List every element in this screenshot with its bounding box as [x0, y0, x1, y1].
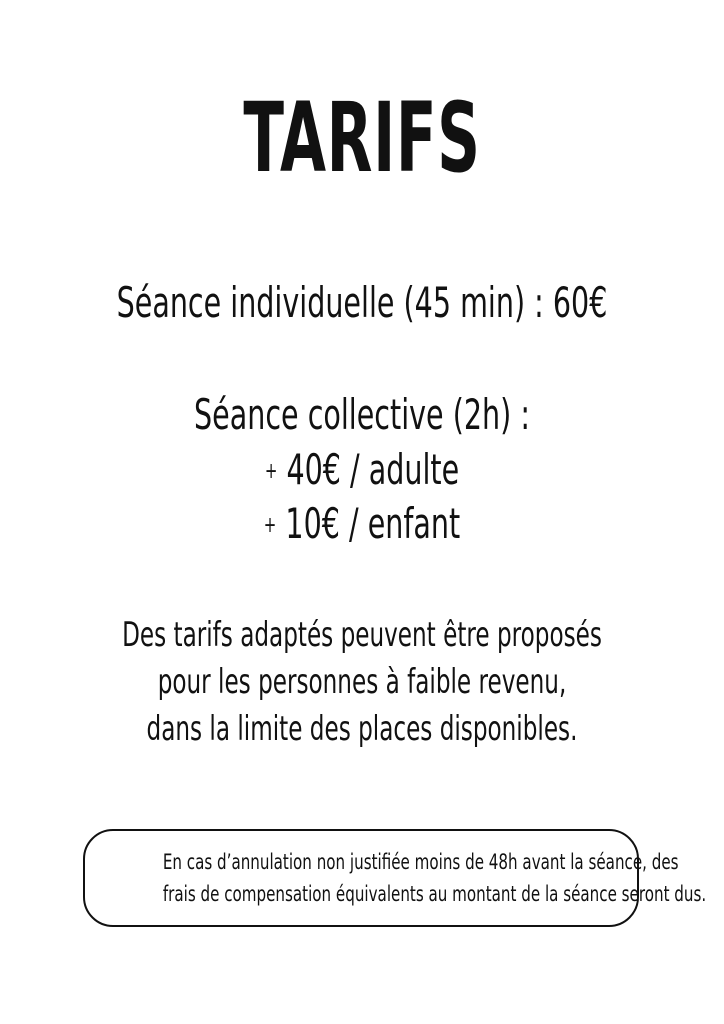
adult-price-item: [116, 444, 608, 498]
cancellation-notice-box: [83, 829, 707, 927]
adult-price-text: 40€ / adulte: [277, 445, 460, 494]
cancellation-notice-line-2: frais de compensation équivalents au montant de la séance seront dus.: [162, 882, 707, 906]
plus-sign: +: [263, 513, 277, 538]
child-price-item: [116, 498, 608, 552]
adapted-rates-line-3: dans la limite des places disponibles.: [146, 709, 578, 749]
page-title: TARIFS: [243, 82, 481, 194]
adapted-rates-line-2: pour les personnes à faible revenu,: [157, 662, 567, 702]
child-price-text: 10€ / enfant: [276, 499, 461, 548]
individual-session-price: Séance individuelle (45 min) : 60€: [116, 278, 608, 327]
adapted-rates-line-1: Des tarifs adaptés peuvent être proposés: [122, 615, 602, 655]
cancellation-notice-line-1: En cas d’annulation non justifiée moins de 48h avant la séance, des: [162, 850, 679, 874]
plus-sign: +: [264, 459, 278, 484]
collective-session-heading: Séance collective (2h) :: [194, 390, 530, 439]
